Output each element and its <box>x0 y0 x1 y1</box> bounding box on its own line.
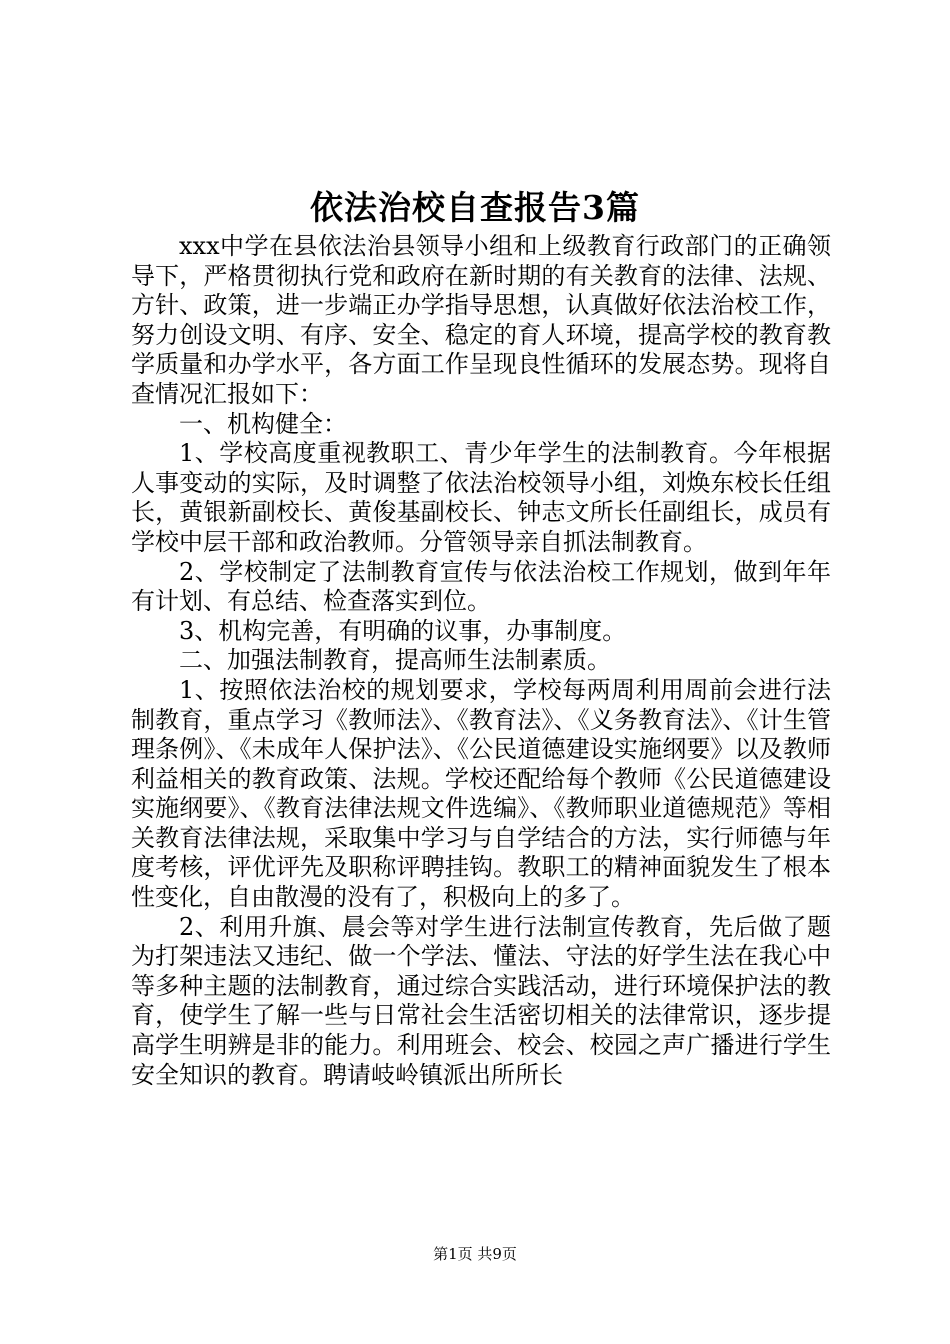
document-body <box>131 232 831 1090</box>
paragraph-1-1: 1、学校高度重视教职工、青少年学生的法制教育。今年根据人事变动的实际，及时调整了依法治校领导小组，刘焕东校长任组长，黄银新副校长、黄俊基副校长、钟志文所长任副组长，成员有学校中层干部和政治教师。分管领导亲自抓法制教育。 <box>131 439 831 556</box>
paragraph-2-2: 2、利用升旗、晨会等对学生进行法制宣传教育，先后做了题为打架违法又违纪、做一个学法、懂法、守法的好学生法在我心中等多种主题的法制教育，通过综合实践活动，进行环境保护法的教育，使学生了解一些与日常社会生活密切相关的法律常识，逐步提高学生明辨是非的能力。利用班会、校会、校园之声广播进行学生安全知识的教育。聘请岐岭镇派出所所长 <box>131 912 831 1089</box>
section-heading-2: 二、加强法制教育，提高师生法制素质。 <box>179 646 611 675</box>
paragraph-2-1: 1、按照依法治校的规划要求，学校每两周利用周前会进行法制教育，重点学习《教师法》、《教育法》、《义务教育法》、《计生管理条例》、《未成年人保护法》、《公民道德建设实施纲要》以及教师利益相关的教育政策、法规。学校还配给每个教师《公民道德建设实施纲要》、《教育法律法规文件选编》、《教师职业道德规范》等相关教育法律法规，采取集中学习与自学结合的方法，实行师德与年度考核，评优评先及职称评聘挂钩。教职工的精神面貌发生了根本性变化，自由散漫的没有了，积极向上的多了。 <box>131 675 831 912</box>
page-footer: 第1页 共9页 <box>433 1245 517 1263</box>
document-title: 依法治校自查报告3篇 <box>310 188 640 227</box>
section-heading-1: 一、机构健全： <box>179 409 347 438</box>
paragraph-1-2: 2、学校制定了法制教育宣传与依法治校工作规划，做到年年有计划、有总结、检查落实到位。 <box>131 557 831 616</box>
paragraph-1-3: 3、机构完善，有明确的议事，办事制度。 <box>179 616 627 645</box>
paragraph-intro: xxx中学在县依法治县领导小组和上级教育行政部门的正确领导下，严格贯彻执行党和政府在新时期的有关教育的法律、法规、方针、政策，进一步端正办学指导思想，认真做好依法治校工作，努力创设文明、有序、安全、稳定的育人环境，提高学校的教育教学质量和办学水平，各方面工作呈现良性循环的发展态势。现将自查情况汇报如下： <box>131 232 831 408</box>
